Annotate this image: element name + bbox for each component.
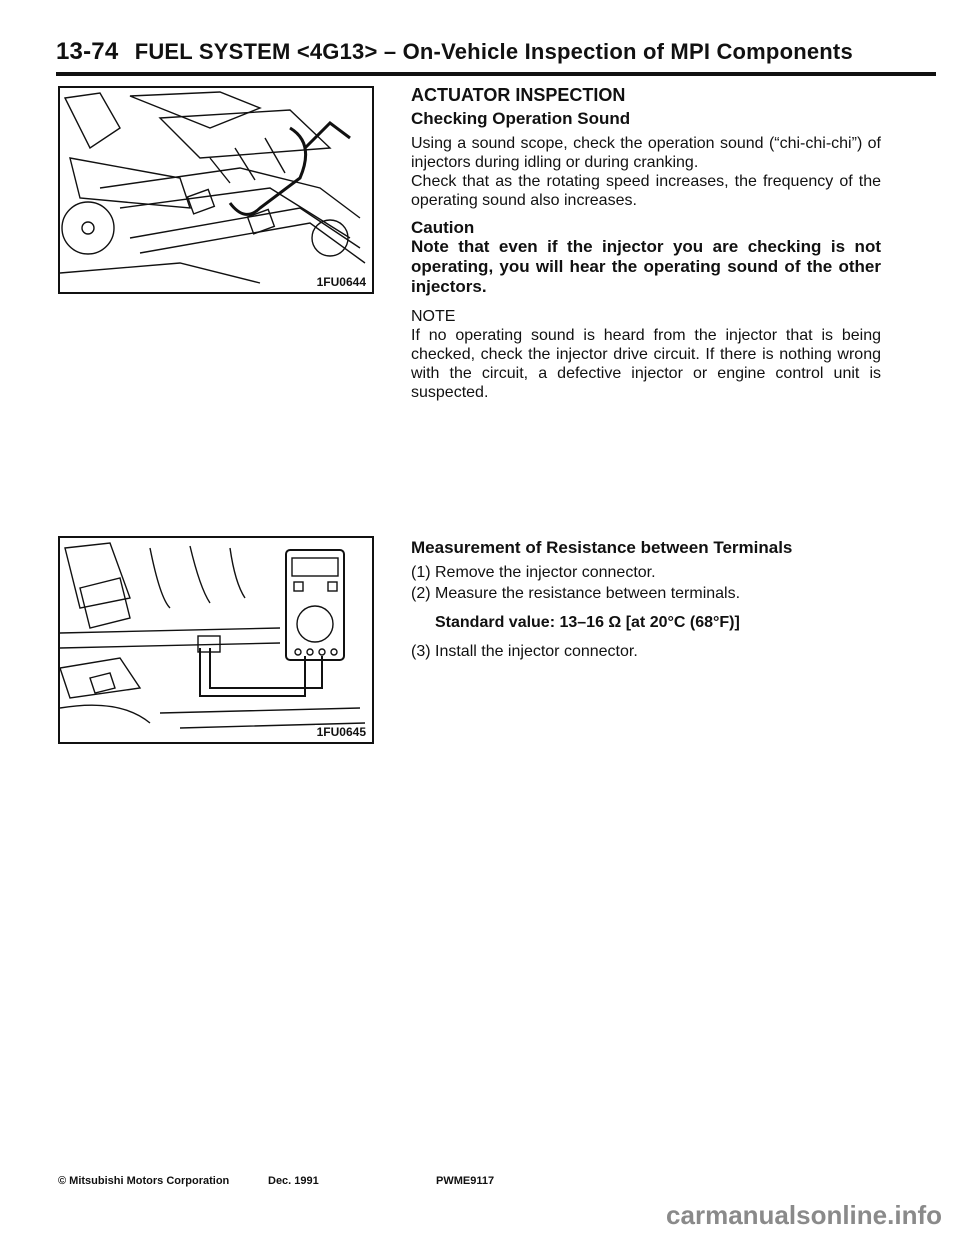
watermark: carmanualsonline.info: [666, 1200, 942, 1230]
section-heading: ACTUATOR INSPECTION: [411, 85, 626, 105]
subsection-heading: Checking Operation Sound: [411, 109, 631, 128]
copyright: © Mitsubishi Motors Corporation: [58, 1175, 230, 1187]
step-item: [411, 584, 881, 603]
page-header: [56, 38, 936, 76]
section-resistance-measurement: [411, 538, 881, 663]
step-text: Measure the resistance between terminals.: [435, 585, 741, 602]
engine-illustration-1: [60, 88, 372, 292]
section-heading: Measurement of Resistance between Terminals: [411, 538, 793, 557]
caution-title: Caution: [411, 218, 475, 237]
figure-label: 1FU0644: [316, 275, 366, 289]
step-number: (1): [411, 564, 431, 581]
step-item: [411, 642, 881, 661]
footer-date: Dec. 1991: [268, 1175, 319, 1187]
caution-text: Note that even if the injector you are checking is not operating, you will hear the operating sound of the other injectors.: [411, 237, 881, 296]
standard-value: Standard value: 13–16 Ω [at 20°C (68°F)]: [435, 614, 740, 631]
page-title: FUEL SYSTEM <4G13> – On-Vehicle Inspection of MPI Components: [134, 39, 853, 64]
step-text: Remove the injector connector.: [435, 564, 656, 581]
note-title: NOTE: [411, 308, 456, 325]
figure-label: 1FU0645: [316, 725, 366, 739]
step-number: (3): [411, 643, 431, 660]
note-text: If no operating sound is heard from the injector that is being checked, check the injector drive circuit. If there is nothing wrong with the circuit, a defective injector or engine control unit is suspected.: [411, 327, 881, 401]
paragraph: Using a sound scope, check the operation sound (“chi-chi-chi”) of injectors during idling or during cranking.: [411, 135, 881, 171]
page-number: 13-74: [56, 38, 119, 65]
step-number: (2): [411, 585, 431, 602]
figure-ohmmeter: [58, 536, 374, 744]
paragraph: Check that as the rotating speed increases, the frequency of the operating sound also increases.: [411, 173, 881, 209]
figure-sound-scope: [58, 86, 374, 294]
section-actuator-inspection: [411, 86, 881, 402]
document-code: PWME9117: [436, 1175, 495, 1187]
step-text: Install the injector connector.: [435, 643, 638, 660]
engine-illustration-2: [60, 538, 372, 742]
step-item: [411, 563, 881, 582]
